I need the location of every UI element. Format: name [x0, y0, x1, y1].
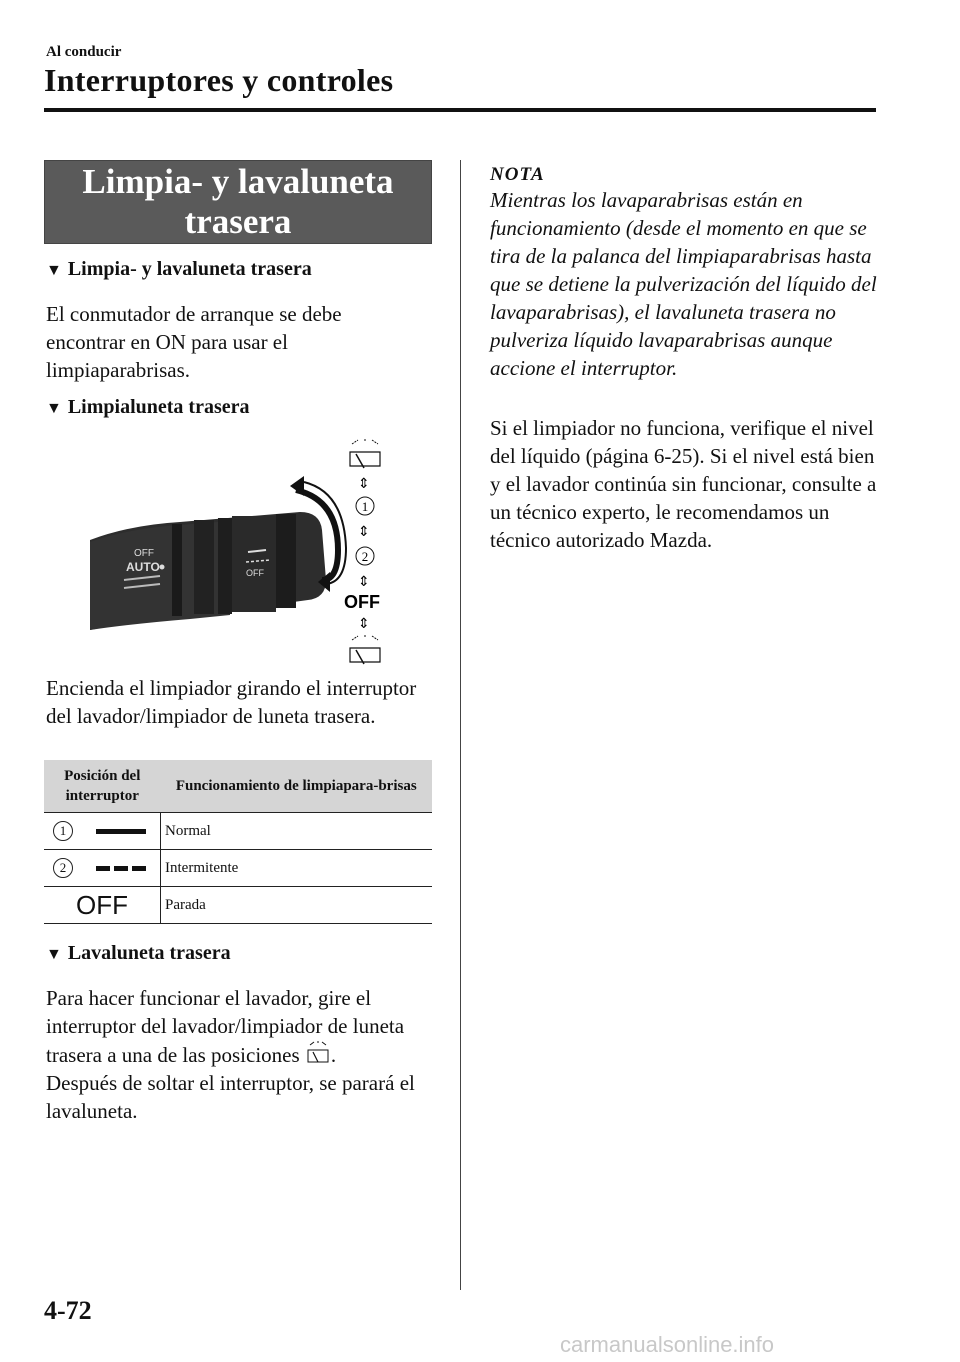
- subheading-wiper-washer: ▼ Limpia- y lavaluneta trasera: [46, 258, 312, 280]
- table-row: [44, 887, 432, 924]
- svg-text:OFF: OFF: [246, 568, 264, 578]
- svg-text:⇕: ⇕: [358, 574, 370, 590]
- table-header-operation: Funcionamiento de limpiapara-brisas: [161, 760, 433, 813]
- svg-text:⇕: ⇕: [358, 616, 370, 632]
- section-title-line2: trasera: [184, 202, 292, 241]
- watermark: carmanualsonline.info: [560, 1332, 775, 1357]
- position-2-circle: 2: [53, 858, 73, 878]
- position-off: OFF: [44, 887, 161, 924]
- column-divider: [460, 160, 461, 1290]
- off-position-label: OFF: [344, 592, 380, 612]
- operation-stop: Parada: [161, 887, 433, 924]
- dashed-line-icon: [82, 850, 161, 887]
- operation-intermittent: Intermitente: [161, 850, 433, 887]
- paragraph-ignition: El conmutador de arranque se debe encontrar en ON para usar el limpiaparabrisas.: [46, 302, 342, 382]
- stalk-auto-label: AUTO: [126, 560, 160, 574]
- wiper-position-table: [44, 760, 432, 924]
- wiper-position-scale: [340, 436, 390, 672]
- subheading-rear-washer: ▼ Lavaluneta trasera: [46, 942, 231, 964]
- note-heading: NOTA: [490, 164, 545, 185]
- page-number: 4-72: [44, 1296, 92, 1325]
- svg-text:2: 2: [361, 549, 369, 564]
- note-text: Mientras los lavaparabrisas están en funcionamiento (desde el momento en que se tira de la palanca del limpiaparabrisas hasta que se detiene la pulverización del líquido del lavaparabrisas), el lavaluneta trasera no pulveriza líquido lavaparabrisas aunque accione el interruptor.: [490, 188, 877, 380]
- svg-text:⇕: ⇕: [358, 524, 370, 540]
- operation-normal: Normal: [161, 813, 433, 850]
- stalk-off-label: OFF: [134, 548, 154, 559]
- section-title-line1: Limpia- y lavaluneta: [82, 162, 394, 201]
- table-row: [44, 850, 432, 887]
- title-divider: [44, 108, 876, 112]
- position-2-circle: [356, 547, 374, 565]
- triangle-bullet-icon: ▼: [46, 262, 62, 279]
- subheading-rear-wiper: ▼ Limpialuneta trasera: [46, 396, 250, 418]
- chapter-label: Al conducir: [46, 44, 122, 60]
- section-title-box: [44, 160, 432, 244]
- table-header-position: Posición del interruptor: [44, 760, 161, 813]
- paragraph-troubleshoot: Si el limpiador no funciona, verifique el nivel del líquido (página 6-25). Si el nivel está bien y el lavador continúa sin funcionar, consulte a un técnico experto, le recomendamos un técnico autorizado Mazda.: [490, 416, 877, 552]
- svg-text:1: 1: [361, 499, 369, 514]
- page-title: Interruptores y controles: [44, 62, 394, 98]
- paragraph-turn-switch: Encienda el limpiador girando el interruptor del lavador/limpiador de luneta trasera.: [46, 676, 417, 728]
- washer-icon: [350, 636, 380, 664]
- paragraph-washer-operation: Para hacer funcionar el lavador, gire el interruptor del lavador/limpiador de luneta trasera a una de las posiciones . Después de soltar el interruptor, se parará el lavaluneta.: [46, 986, 415, 1123]
- position-1-circle: 1: [53, 821, 73, 841]
- washer-icon: [350, 440, 380, 468]
- continuous-line-icon: [96, 829, 146, 834]
- triangle-bullet-icon: ▼: [46, 946, 62, 963]
- svg-text:⇕: ⇕: [358, 476, 370, 492]
- triangle-bullet-icon: ▼: [46, 400, 62, 417]
- washer-icon: [305, 1040, 331, 1064]
- position-1-circle: [356, 497, 374, 515]
- table-row: [44, 813, 432, 850]
